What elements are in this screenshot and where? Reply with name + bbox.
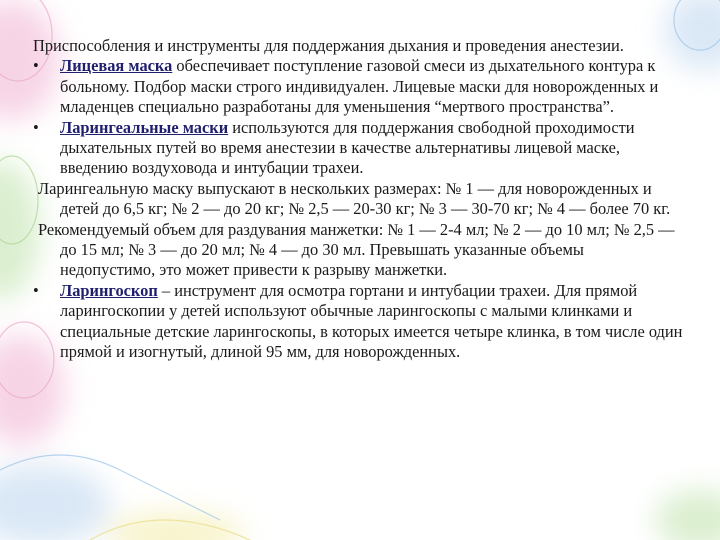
page-title: Приспособления и инструменты для поддержания дыхания и проведения анестезии.: [33, 36, 624, 55]
laryngeal-mask-text: используются для поддержания свободной проходимости дыхательных путей во время анестезии в качестве альтернативы лицевой маске, введению воздуховода и интубации трахеи.: [60, 117, 635, 178]
list-item-laryngoscope: [33, 281, 683, 363]
blue-blob-bottom-left: [0, 465, 110, 540]
green-blob-bottom-right: [655, 490, 720, 540]
paragraph-mask-sizes: Ларингеальную маску выпускают в нескольких размерах: № 1 — для новорожденных и детей до 6,5 кг; № 2 — до 20 кг; № 2,5 — 20-30 кг; № 3 — 30-70 кг; № 4 — более 70 кг.: [38, 178, 671, 219]
yellow-blob-bottom: [105, 513, 245, 540]
face-mask-text: обеспечивает поступление газовой смеси из дыхательного контура к больному. Подбор маски строго индивидуален. Лицевые маски для новорожденных и младенцев специально разработаны для уменьшения “мертвого пространства”.: [60, 56, 659, 117]
term-laryngeal-mask: Ларингеальные маски: [60, 117, 229, 137]
list-item-laryngeal-mask: [33, 118, 683, 179]
laryngoscope-text: – инструмент для осмотра гортани и интубации трахеи. Для прямой ларингоскопии у детей используют обычные ларингоскопы с малыми клинками и специальные детские ларингоскопы, в которых имеется четыре клинка, в том числе один прямой и изогнутый, длиной 95 мм, для новорожденных.: [60, 280, 683, 362]
term-face-mask: Лицевая маска: [60, 56, 173, 76]
list-item-face-mask: [33, 56, 683, 117]
bullet-icon: •: [33, 56, 39, 76]
bullet-icon: •: [33, 117, 39, 137]
term-laryngoscope: Ларингоскоп: [60, 280, 158, 300]
slide-text: [33, 36, 683, 363]
paragraph-cuff-volume: Рекомендуемый объем для раздувания манжетки: № 1 — 2-4 мл; № 2 — до 10 мл; № 2,5 — до 15 мл; № 3 — до 20 мл; № 4 — до 30 мл. Превышать указанные объемы недопустимо, это может привести к разрыву манжетки.: [38, 219, 675, 280]
bullet-icon: •: [33, 280, 39, 300]
